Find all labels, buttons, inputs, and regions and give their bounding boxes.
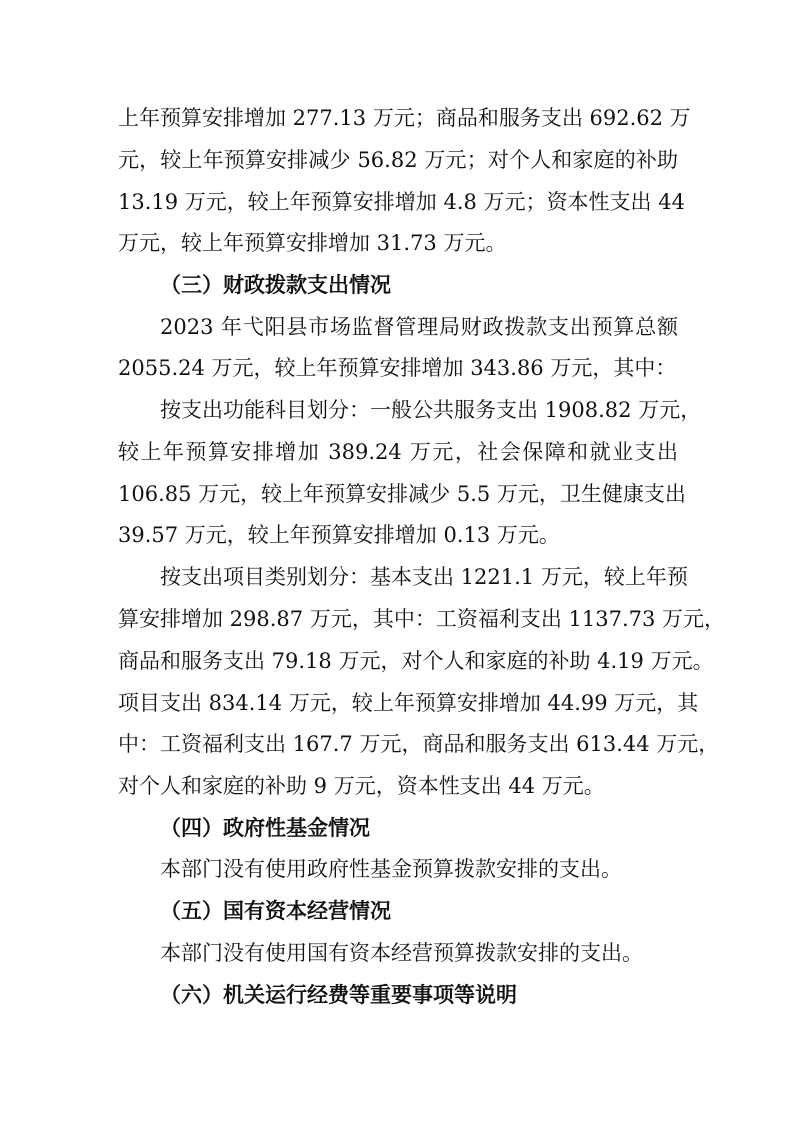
paragraph-line: 本部门没有使用政府性基金预算拨款安排的支出。 bbox=[160, 857, 622, 881]
paragraph-line: 2055.24 万元，较上年预算安排增加 343.86 万元，其中： bbox=[118, 356, 677, 380]
paragraph-line: 13.19 万元，较上年预算安排增加 4.8 万元；资本性支出 44 bbox=[118, 190, 685, 214]
section-heading-5: （五）国有资本经营情况 bbox=[160, 898, 391, 923]
section-heading-4: （四）政府性基金情况 bbox=[160, 815, 370, 840]
paragraph-line: 本部门没有使用国有资本经营预算拨款安排的支出。 bbox=[160, 941, 643, 965]
section-heading-3: （三）财政拨款支出情况 bbox=[160, 272, 391, 297]
section-heading-6: （六）机关运行经费等重要事项等说明 bbox=[160, 982, 517, 1007]
paragraph-line: 万元，较上年预算安排增加 31.73 万元。 bbox=[118, 231, 507, 255]
paragraph-line: 按支出功能科目划分：一般公共服务支出 1908.82 万元， bbox=[160, 398, 702, 422]
paragraph-line: 106.85 万元，较上年预算安排减少 5.5 万元，卫生健康支出 bbox=[118, 482, 686, 506]
paragraph-line: 商品和服务支出 79.18 万元，对个人和家庭的补助 4.19 万元。 bbox=[118, 649, 714, 673]
paragraph-line: 39.57 万元，较上年预算安排增加 0.13 万元。 bbox=[118, 523, 560, 547]
paragraph-line: 中：工资福利支出 167.7 万元，商品和服务支出 613.44 万元， bbox=[118, 732, 720, 756]
paragraph-line: 元，较上年预算安排减少 56.82 万元；对个人和家庭的补助 bbox=[118, 148, 678, 172]
paragraph-line: 上年预算安排增加 277.13 万元；商品和服务支出 692.62 万 bbox=[118, 106, 691, 130]
paragraph-line: 算安排增加 298.87 万元，其中：工资福利支出 1137.73 万元， bbox=[118, 607, 726, 631]
paragraph-line: 较上年预算安排增加 389.24 万元，社会保障和就业支出 bbox=[118, 440, 678, 464]
paragraph-line: 2023 年弋阳县市场监督管理局财政拨款支出预算总额 bbox=[160, 315, 678, 339]
paragraph-line: 按支出项目类别划分：基本支出 1221.1 万元，较上年预 bbox=[160, 565, 688, 589]
paragraph-line: 项目支出 834.14 万元，较上年预算安排增加 44.99 万元，其 bbox=[118, 691, 699, 715]
paragraph-line: 对个人和家庭的补助 9 万元，资本性支出 44 万元。 bbox=[118, 774, 605, 798]
